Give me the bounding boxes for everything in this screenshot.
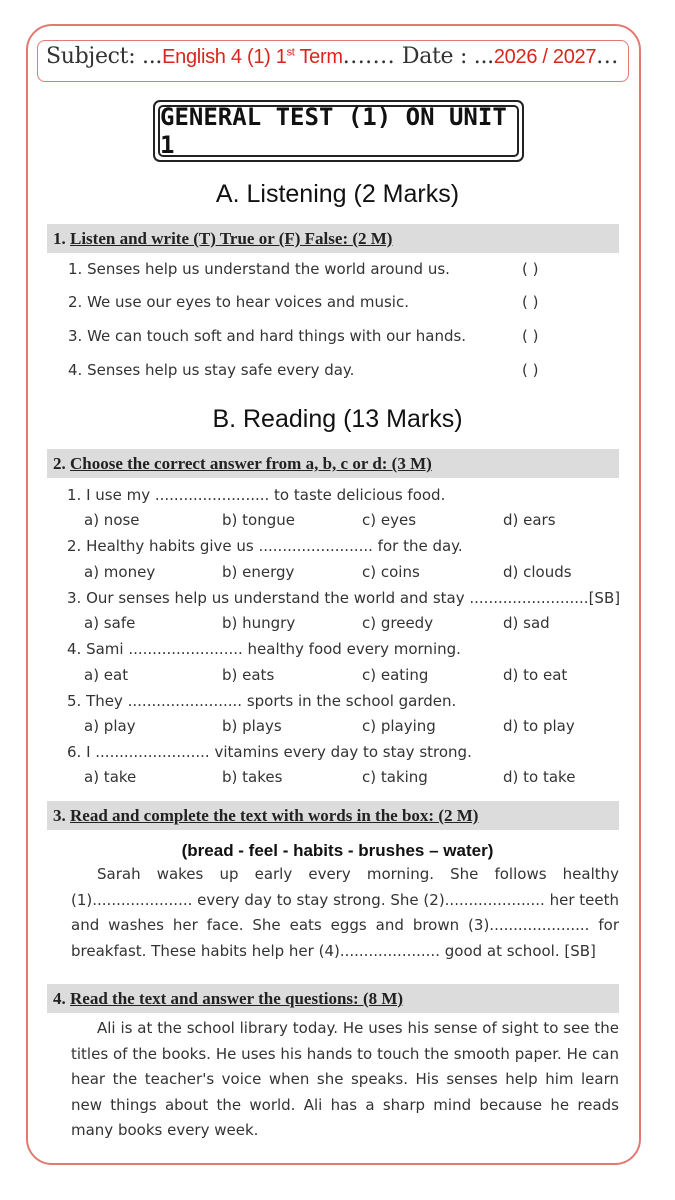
tf-item-3: 3. We can touch soft and hard things with our hands.: [68, 327, 467, 345]
mcq-question-3: 3. Our senses help us understand the world and stay .........................[SB]: [67, 589, 621, 607]
date-value: 2026 / 2027: [493, 46, 597, 68]
mcq-2-option-c[interactable]: c) coins: [362, 563, 420, 581]
mcq-question-1: 1. I use my ........................ to taste delicious food.: [67, 486, 446, 504]
tf-item-1: 1. Senses help us understand the world around us.: [68, 260, 450, 278]
mcq-question-4: 4. Sami ........................ healthy food every morning.: [67, 640, 461, 658]
mcq-3-option-d[interactable]: d) sad: [503, 614, 550, 632]
q2-number: 2.: [53, 454, 66, 473]
q3-heading: [47, 801, 619, 830]
section-a-title: A. Listening (2 Marks): [215, 180, 460, 208]
mcq-5-option-a[interactable]: a) play: [84, 717, 136, 735]
q1-heading-text: Listen and write (T) True or (F) False: (2 M): [70, 229, 393, 248]
mcq-6-option-c[interactable]: c) taking: [362, 768, 428, 786]
mcq-2-option-a[interactable]: a) money: [84, 563, 156, 581]
mcq-3-option-a[interactable]: a) safe: [84, 614, 136, 632]
mcq-3-option-c[interactable]: c) greedy: [362, 614, 434, 632]
q4-heading-text: Read the text and answer the questions: (8 M): [70, 989, 404, 1008]
subject-label: Subject: ...: [46, 44, 163, 69]
tf-answer-3[interactable]: ( ): [522, 327, 539, 345]
q2-heading: [47, 449, 619, 478]
tf-answer-1[interactable]: ( ): [522, 260, 539, 278]
mcq-5-option-b[interactable]: b) plays: [222, 717, 282, 735]
q1-heading: [47, 224, 619, 253]
mcq-question-6: 6. I ........................ vitamins every day to stay strong.: [67, 743, 472, 761]
mcq-4-option-a[interactable]: a) eat: [84, 666, 129, 684]
subject-tail: Term: [294, 46, 343, 68]
q3-number: 3.: [53, 806, 66, 825]
tf-item-2: 2. We use our eyes to hear voices and music.: [68, 293, 409, 311]
mcq-4-option-b[interactable]: b) eats: [222, 666, 275, 684]
q4-heading: [47, 984, 619, 1013]
q4-passage: Ali is at the school library today. He uses his sense of sight to see the titles of the books. He uses his hands to touch the smooth paper. He can hear the teacher's voice when she speaks. His senses help him learn new things about the world. Ali has a sharp mind because he reads many books every week.: [71, 1019, 619, 1139]
mcq-1-option-b[interactable]: b) tongue: [222, 511, 295, 529]
subject-value: [162, 46, 343, 68]
mcq-4-option-c[interactable]: c) eating: [362, 666, 429, 684]
mcq-2-option-d[interactable]: d) clouds: [503, 563, 572, 581]
mcq-2-option-b[interactable]: b) energy: [222, 563, 295, 581]
q1-number: 1.: [53, 229, 66, 248]
date-dots: ...: [596, 44, 619, 69]
mcq-question-5: 5. They ........................ sports in the school garden.: [67, 692, 457, 710]
mcq-1-option-c[interactable]: c) eyes: [362, 511, 417, 529]
mcq-5-option-c[interactable]: c) playing: [362, 717, 436, 735]
test-title: GENERAL TEST (1) ON UNIT 1: [160, 103, 507, 159]
q3-passage: Sarah wakes up early every morning. She follows healthy (1)..................... every day to stay strong. She (2)..................... her teeth and washes her face. She eats eggs and brown (3)..................... for breakfast. These habits help her (4)..................... good at school. [SB]: [71, 865, 619, 960]
subject-text: English 4 (1) 1: [162, 46, 287, 68]
tf-answer-4[interactable]: ( ): [522, 361, 539, 379]
mcq-question-2: 2. Healthy habits give us ........................ for the day.: [67, 537, 463, 555]
section-b-title: B. Reading (13 Marks): [212, 405, 463, 433]
word-box: (bread - feel - habits - brushes – water): [181, 841, 494, 860]
q3-heading-text: Read and complete the text with words in the box: (2 M): [70, 806, 479, 825]
mcq-6-option-a[interactable]: a) take: [84, 768, 137, 786]
tf-answer-2[interactable]: ( ): [522, 293, 539, 311]
mcq-3-option-b[interactable]: b) hungry: [222, 614, 296, 632]
mcq-1-option-a[interactable]: a) nose: [84, 511, 140, 529]
mcq-6-option-b[interactable]: b) takes: [222, 768, 283, 786]
tf-item-4: 4. Senses help us stay safe every day.: [68, 361, 355, 379]
mcq-1-option-d[interactable]: d) ears: [503, 511, 556, 529]
subject-dots: .......: [342, 44, 396, 69]
mcq-5-option-d[interactable]: d) to play: [503, 717, 575, 735]
q4-number: 4.: [53, 989, 66, 1008]
subject-date-line: [46, 44, 619, 69]
subject-superscript: st: [286, 46, 295, 59]
mcq-6-option-d[interactable]: d) to take: [503, 768, 576, 786]
q2-heading-text: Choose the correct answer from a, b, c or d: (3 M): [70, 454, 432, 473]
title-frame: [158, 105, 519, 157]
date-label: Date : ...: [395, 44, 494, 69]
mcq-4-option-d[interactable]: d) to eat: [503, 666, 568, 684]
